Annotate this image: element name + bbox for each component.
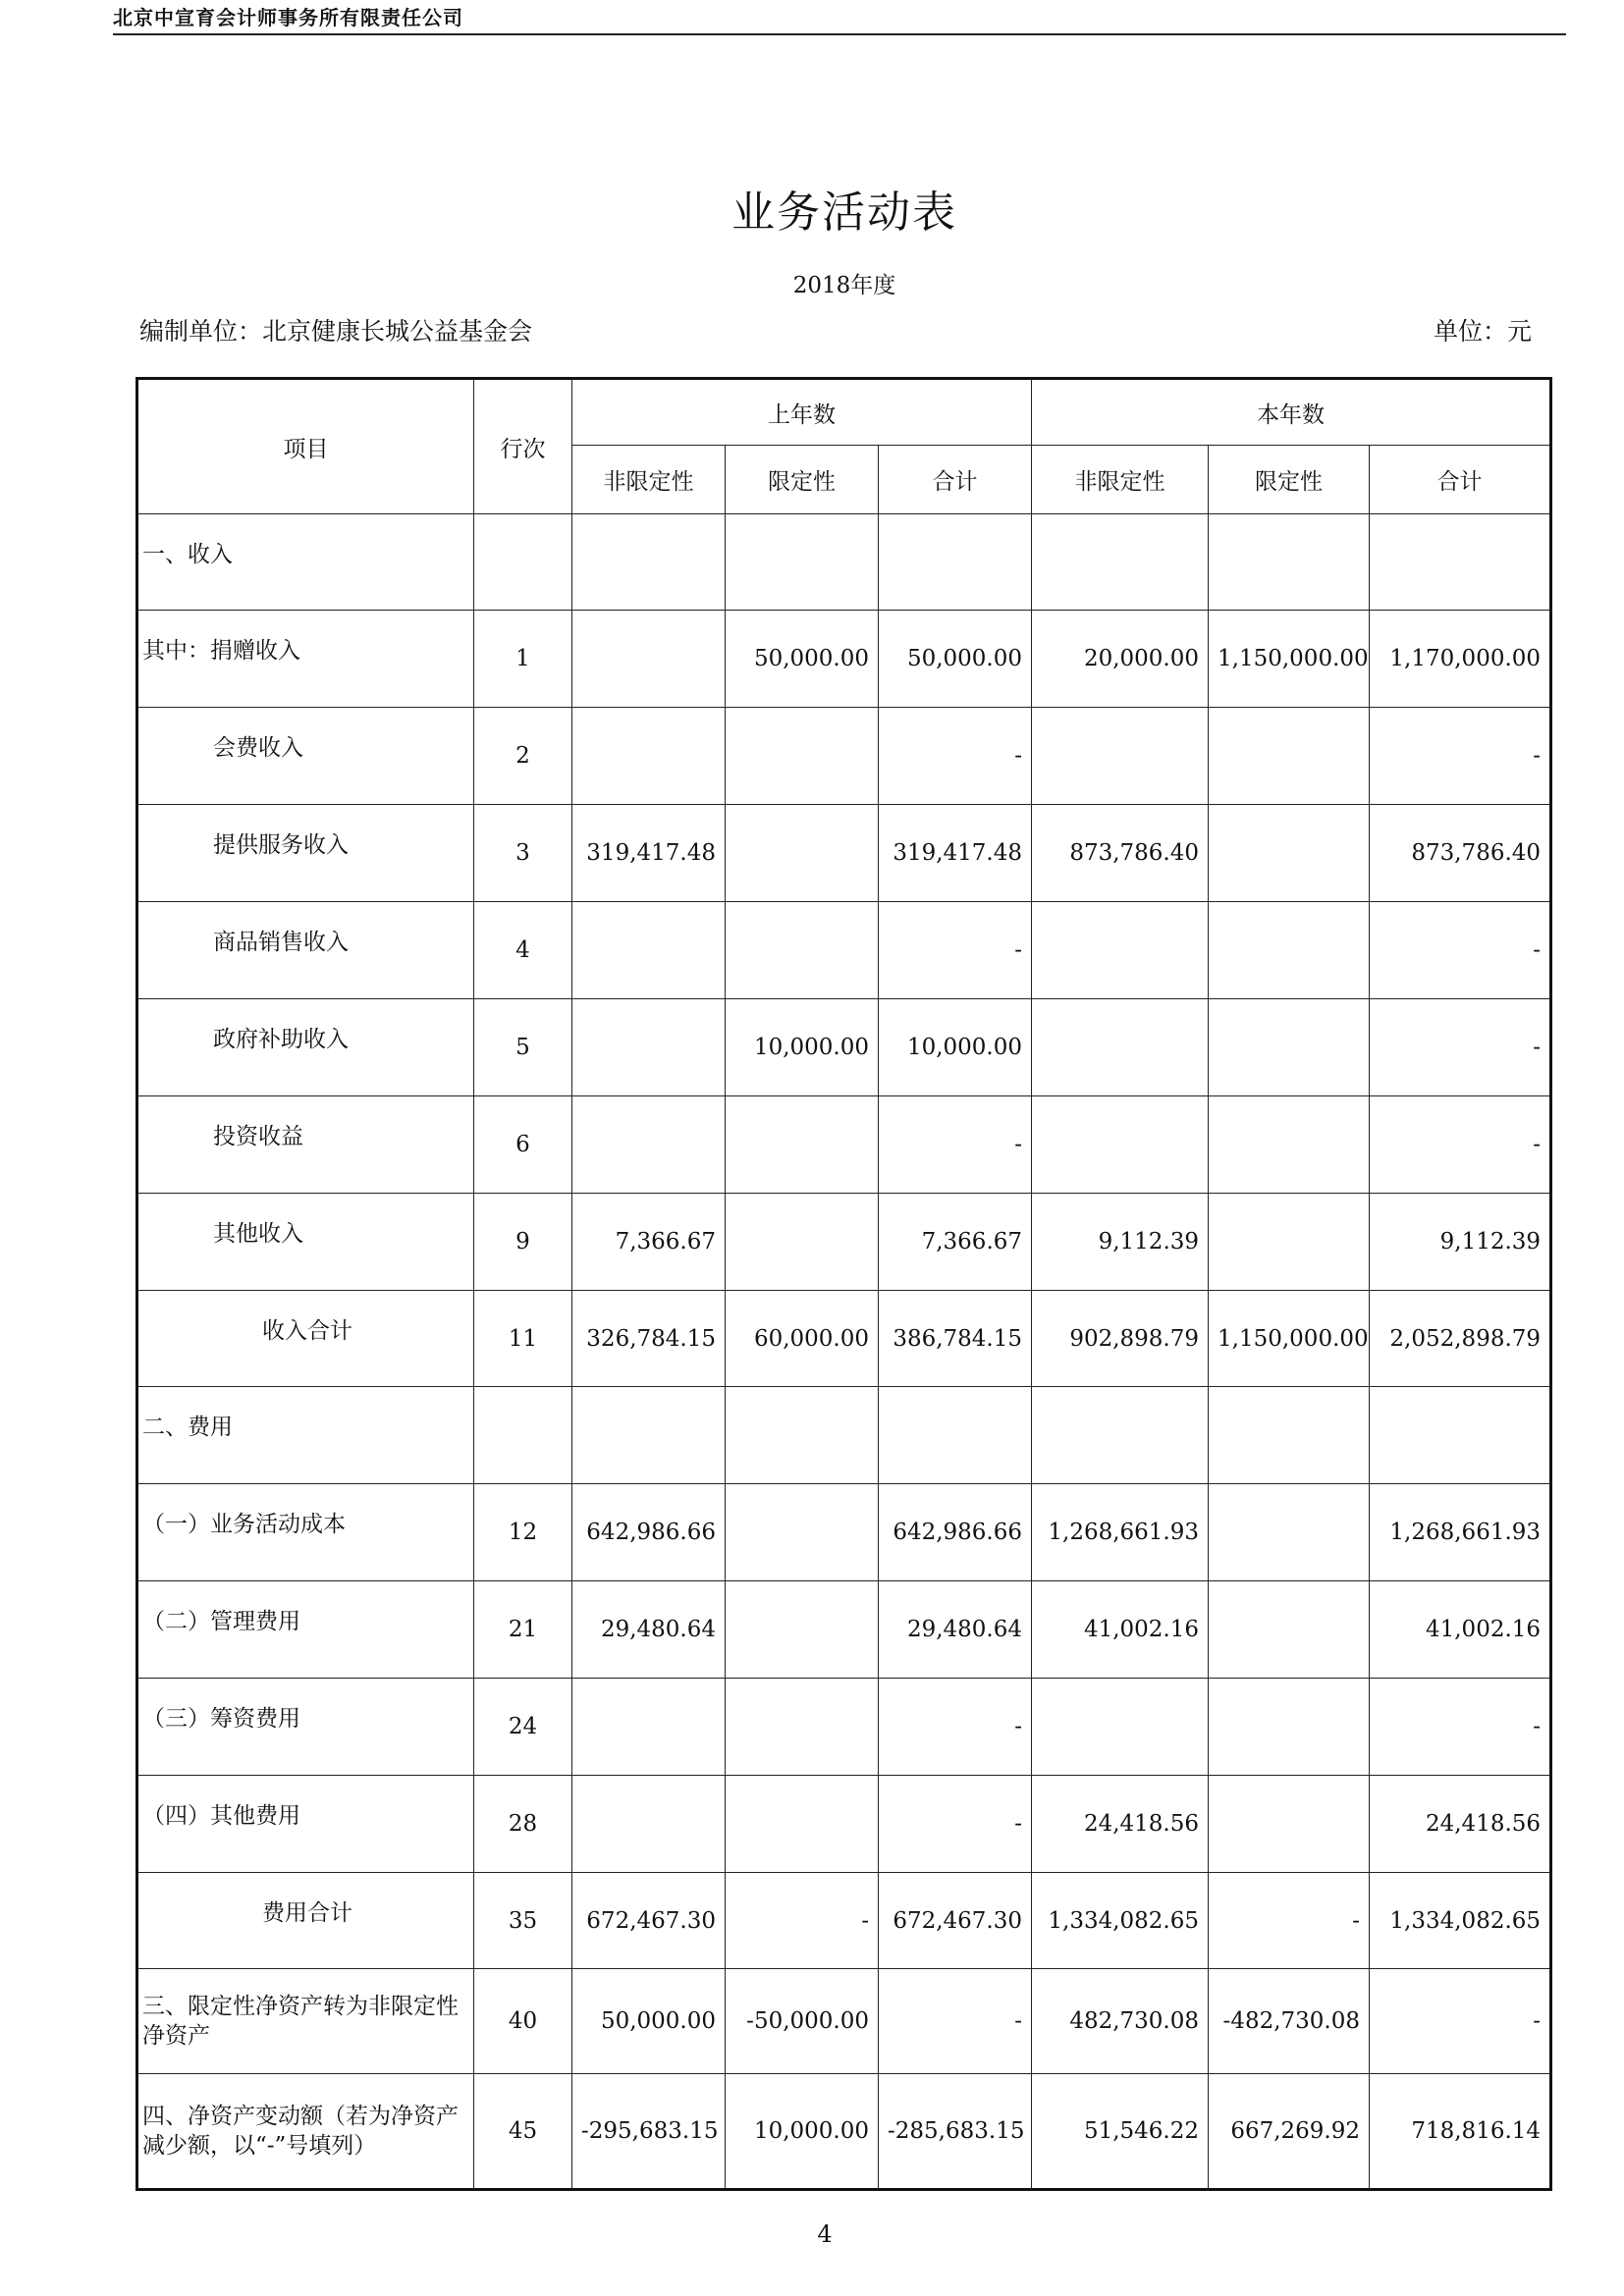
value-cell [572, 1387, 726, 1484]
value-cell [1209, 1194, 1370, 1291]
row-item-label: （三）筹资费用 [137, 1679, 474, 1776]
value-cell [572, 1096, 726, 1194]
value-cell: 672,467.30 [879, 1873, 1032, 1969]
table-row [137, 1679, 1551, 1776]
row-line-no: 3 [474, 805, 572, 902]
value-cell: 50,000.00 [879, 611, 1032, 708]
value-cell [572, 611, 726, 708]
row-line-no: 45 [474, 2074, 572, 2190]
header-item: 项目 [137, 379, 474, 514]
row-item-label: 提供服务收入 [137, 805, 474, 902]
table-row [137, 1096, 1551, 1194]
row-item-label: 其中：捐赠收入 [137, 611, 474, 708]
value-cell: - [1209, 1873, 1370, 1969]
table-row [137, 2074, 1551, 2190]
value-cell: 873,786.40 [1370, 805, 1551, 902]
row-item-label: （四）其他费用 [137, 1776, 474, 1873]
row-line-no: 2 [474, 708, 572, 805]
row-line-no: 35 [474, 1873, 572, 1969]
row-item-label: 收入合计 [137, 1291, 474, 1387]
row-item-label: 二、费用 [137, 1387, 474, 1484]
value-cell: 24,418.56 [1370, 1776, 1551, 1873]
row-line-no: 28 [474, 1776, 572, 1873]
value-cell [879, 1387, 1032, 1484]
value-cell: 60,000.00 [726, 1291, 879, 1387]
value-cell [1209, 708, 1370, 805]
value-cell: 7,366.67 [572, 1194, 726, 1291]
table-row [137, 999, 1551, 1096]
value-cell [726, 1581, 879, 1679]
header-current-restricted: 限定性 [1209, 446, 1370, 514]
header-line-no: 行次 [474, 379, 572, 514]
value-cell: - [1370, 708, 1551, 805]
value-cell: 642,986.66 [572, 1484, 726, 1581]
value-cell [1209, 1387, 1370, 1484]
value-cell [1209, 514, 1370, 611]
value-cell [572, 902, 726, 999]
row-line-no [474, 1387, 572, 1484]
row-item-label [137, 1969, 474, 2074]
table-row [137, 902, 1551, 999]
value-cell [726, 1484, 879, 1581]
value-cell: - [1370, 999, 1551, 1096]
page-number: 4 [817, 2220, 833, 2248]
value-cell: 1,150,000.00 [1209, 611, 1370, 708]
row-item-label: 一、收入 [137, 514, 474, 611]
row-item-label: 其他收入 [137, 1194, 474, 1291]
preparing-organization: 编制单位：北京健康长城公益基金会 [139, 317, 533, 346]
row-line-no: 12 [474, 1484, 572, 1581]
value-cell [572, 999, 726, 1096]
value-cell: -285,683.15 [879, 2074, 1032, 2190]
value-cell: -482,730.08 [1209, 1969, 1370, 2074]
row-line-no: 9 [474, 1194, 572, 1291]
value-cell [572, 514, 726, 611]
table-row [137, 1873, 1551, 1969]
value-cell [1370, 1387, 1551, 1484]
value-cell [726, 514, 879, 611]
value-cell: - [879, 1776, 1032, 1873]
value-cell: 9,112.39 [1032, 1194, 1209, 1291]
value-cell: -295,683.15 [572, 2074, 726, 2190]
row-line-no: 4 [474, 902, 572, 999]
value-cell: - [879, 708, 1032, 805]
header-prior-total: 合计 [879, 446, 1032, 514]
value-cell: 642,986.66 [879, 1484, 1032, 1581]
row-item-label: （二）管理费用 [137, 1581, 474, 1679]
value-cell [1209, 1484, 1370, 1581]
value-cell [726, 1776, 879, 1873]
row-item-label: （一）业务活动成本 [137, 1484, 474, 1581]
value-cell: -50,000.00 [726, 1969, 879, 2074]
value-cell: 873,786.40 [1032, 805, 1209, 902]
header-prior-unrestricted: 非限定性 [572, 446, 726, 514]
value-cell: 24,418.56 [1032, 1776, 1209, 1873]
value-cell [1209, 902, 1370, 999]
header-current-year: 本年数 [1032, 379, 1551, 446]
value-cell [1209, 805, 1370, 902]
value-cell: - [879, 1679, 1032, 1776]
table-row [137, 1776, 1551, 1873]
value-cell [1032, 1387, 1209, 1484]
table-row [137, 514, 1551, 611]
row-line-no: 6 [474, 1096, 572, 1194]
value-cell [1032, 999, 1209, 1096]
value-cell: 319,417.48 [879, 805, 1032, 902]
value-cell: 482,730.08 [1032, 1969, 1209, 2074]
value-cell [572, 1776, 726, 1873]
currency-unit: 单位：元 [1434, 317, 1533, 346]
value-cell: 29,480.64 [879, 1581, 1032, 1679]
value-cell: 7,366.67 [879, 1194, 1032, 1291]
value-cell: 326,784.15 [572, 1291, 726, 1387]
header-divider [113, 33, 1566, 35]
row-item-label-line2: 净资产 [142, 2023, 210, 2049]
value-cell: 1,150,000.00 [1209, 1291, 1370, 1387]
table-row [137, 708, 1551, 805]
value-cell [1032, 708, 1209, 805]
value-cell: 1,268,661.93 [1032, 1484, 1209, 1581]
row-line-no: 24 [474, 1679, 572, 1776]
header-prior-restricted: 限定性 [726, 446, 879, 514]
value-cell: - [879, 1096, 1032, 1194]
table-row [137, 1581, 1551, 1679]
table-row [137, 1194, 1551, 1291]
value-cell [726, 1387, 879, 1484]
table-row [137, 1291, 1551, 1387]
value-cell: 10,000.00 [879, 999, 1032, 1096]
value-cell: - [1370, 1969, 1551, 2074]
value-cell: 10,000.00 [726, 999, 879, 1096]
value-cell [1032, 902, 1209, 999]
document-title: 业务活动表 [731, 187, 957, 238]
value-cell [1370, 514, 1551, 611]
row-line-no: 40 [474, 1969, 572, 2074]
value-cell: 50,000.00 [572, 1969, 726, 2074]
value-cell [1032, 1096, 1209, 1194]
value-cell: 41,002.16 [1032, 1581, 1209, 1679]
row-line-no [474, 514, 572, 611]
row-line-no: 21 [474, 1581, 572, 1679]
value-cell: - [1370, 1096, 1551, 1194]
table-row [137, 1969, 1551, 2074]
report-period: 2018年度 [792, 273, 896, 298]
row-line-no: 1 [474, 611, 572, 708]
value-cell: 667,269.92 [1209, 2074, 1370, 2190]
table-row [137, 1484, 1551, 1581]
value-cell [726, 1679, 879, 1776]
row-item-label-line1: 三、限定性净资产转为非限定性 [142, 1994, 459, 2019]
value-cell: 29,480.64 [572, 1581, 726, 1679]
table-row [137, 611, 1551, 708]
value-cell: 10,000.00 [726, 2074, 879, 2190]
header-current-unrestricted: 非限定性 [1032, 446, 1209, 514]
value-cell [726, 708, 879, 805]
value-cell: 902,898.79 [1032, 1291, 1209, 1387]
row-item-label: 商品销售收入 [137, 902, 474, 999]
value-cell [1209, 1581, 1370, 1679]
value-cell: 319,417.48 [572, 805, 726, 902]
header-prior-year: 上年数 [572, 379, 1032, 446]
row-item-label: 会费收入 [137, 708, 474, 805]
value-cell [726, 1194, 879, 1291]
value-cell: - [1370, 902, 1551, 999]
header-current-total: 合计 [1370, 446, 1551, 514]
value-cell [726, 805, 879, 902]
value-cell: 9,112.39 [1370, 1194, 1551, 1291]
table-row [137, 805, 1551, 902]
value-cell: - [879, 1969, 1032, 2074]
value-cell: 20,000.00 [1032, 611, 1209, 708]
value-cell [572, 1679, 726, 1776]
value-cell: 50,000.00 [726, 611, 879, 708]
value-cell: 1,334,082.65 [1370, 1873, 1551, 1969]
row-item-label-line1: 四、净资产变动额（若为净资产 [142, 2104, 459, 2129]
value-cell [1032, 514, 1209, 611]
row-item-label-line2: 减少额，以“-”号填列） [142, 2133, 377, 2159]
value-cell [1032, 1679, 1209, 1776]
row-line-no: 5 [474, 999, 572, 1096]
value-cell [572, 708, 726, 805]
value-cell: 1,268,661.93 [1370, 1484, 1551, 1581]
value-cell: 1,334,082.65 [1032, 1873, 1209, 1969]
value-cell: 718,816.14 [1370, 2074, 1551, 2190]
row-item-label [137, 2074, 474, 2190]
value-cell: - [879, 902, 1032, 999]
value-cell [1209, 1776, 1370, 1873]
value-cell: - [726, 1873, 879, 1969]
value-cell [1209, 999, 1370, 1096]
value-cell: 386,784.15 [879, 1291, 1032, 1387]
value-cell: 51,546.22 [1032, 2074, 1209, 2190]
row-item-label: 投资收益 [137, 1096, 474, 1194]
value-cell [1209, 1096, 1370, 1194]
value-cell [879, 514, 1032, 611]
value-cell [726, 1096, 879, 1194]
value-cell [1209, 1679, 1370, 1776]
value-cell: - [1370, 1679, 1551, 1776]
row-item-label: 费用合计 [137, 1873, 474, 1969]
value-cell: 41,002.16 [1370, 1581, 1551, 1679]
firm-name-header: 北京中宣育会计师事务所有限责任公司 [113, 6, 463, 29]
row-line-no: 11 [474, 1291, 572, 1387]
table-row [137, 1387, 1551, 1484]
value-cell [726, 902, 879, 999]
value-cell: 672,467.30 [572, 1873, 726, 1969]
row-item-label: 政府补助收入 [137, 999, 474, 1096]
value-cell: 1,170,000.00 [1370, 611, 1551, 708]
activities-statement-table [135, 377, 1552, 2191]
value-cell: 2,052,898.79 [1370, 1291, 1551, 1387]
